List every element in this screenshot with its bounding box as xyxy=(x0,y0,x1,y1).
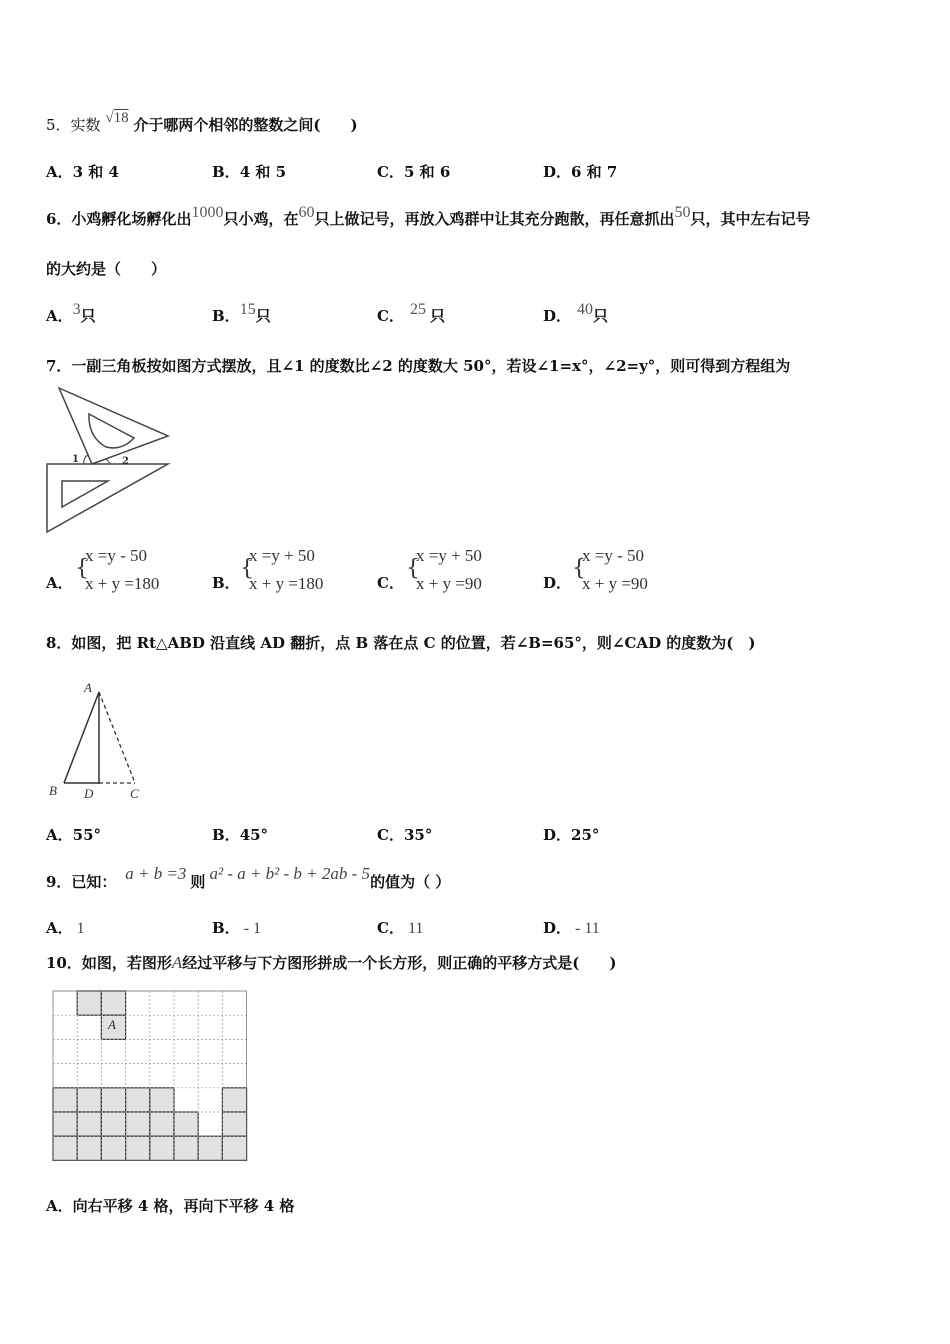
option-value: 3 xyxy=(72,301,81,318)
line-ab xyxy=(64,692,99,783)
question-10-stem xyxy=(46,952,616,973)
sqrt-expression: √18 xyxy=(105,110,129,126)
option-label: C． xyxy=(377,163,404,181)
angle-2-label: 2 xyxy=(122,456,129,467)
shaded-cell xyxy=(53,1112,77,1136)
triangle-rulers-figure xyxy=(44,385,174,537)
q8-option-a[interactable] xyxy=(46,824,101,845)
point-d-label: D xyxy=(84,786,94,801)
point-b-label: B xyxy=(49,783,57,798)
equation-2: x + y =90 xyxy=(582,574,648,593)
option-label: D． xyxy=(543,307,572,325)
q9-connector: 则 xyxy=(190,873,206,891)
q8-option-d[interactable] xyxy=(543,824,599,845)
option-text: 5 和 6 xyxy=(403,163,451,181)
q9-expression: a² - a + b² - b + 2ab - 5 xyxy=(209,864,371,883)
q6-text-2: 只小鸡，在 xyxy=(223,210,299,228)
shaded-cell xyxy=(198,1136,222,1160)
option-text: - 11 xyxy=(575,920,600,937)
equation-1: x =y + 50 xyxy=(249,546,315,565)
shaded-cell xyxy=(77,1112,101,1136)
q9-option-b[interactable] xyxy=(212,917,261,938)
question-8-stem xyxy=(46,632,756,653)
q7-text: 7．一副三角板按如图方式摆放，且∠1 的度数比∠2 的度数大 50°，若设∠1=x°，∠2=y°，则可得到方程组为 xyxy=(46,357,791,375)
q6-text-4: 只，其中左右记号 xyxy=(690,210,811,228)
upper-triangle-ruler xyxy=(59,388,168,464)
option-label: A． xyxy=(46,574,73,592)
option-text: 11 xyxy=(407,920,424,937)
system-brace: { xyxy=(572,556,586,581)
q6-option-d[interactable] xyxy=(543,301,609,326)
translation-grid-figure xyxy=(50,988,250,1164)
option-label: D． xyxy=(543,163,572,181)
q7-option-b[interactable] xyxy=(212,572,240,593)
option-label: A． xyxy=(46,826,73,844)
q7-option-a[interactable] xyxy=(46,572,73,593)
q9-option-c[interactable] xyxy=(377,917,423,938)
q10-suffix: 经过平移与下方图形拼成一个长方形，则正确的平移方式是( ) xyxy=(182,954,617,972)
q6-option-a[interactable] xyxy=(46,301,96,326)
shaded-cell xyxy=(150,1136,174,1160)
option-text: - 1 xyxy=(243,920,262,937)
option-text: 35° xyxy=(403,826,433,844)
q6-number-50: 50 xyxy=(674,204,691,221)
option-label: D． xyxy=(543,919,572,937)
shaded-cell xyxy=(174,1112,198,1136)
q7-option-c[interactable] xyxy=(377,572,404,593)
q8-text: 8．如图，把 Rt△ABD 沿直线 AD 翻折，点 B 落在点 C 的位置，若∠B=65°，则∠CAD 的度数为( ) xyxy=(46,634,756,652)
q10-option-a[interactable] xyxy=(46,1195,294,1216)
line-ac-dashed xyxy=(99,692,135,783)
system-brace: { xyxy=(75,556,89,581)
shaded-cell xyxy=(126,1136,150,1160)
question-6-stem-line2 xyxy=(46,258,166,279)
option-label: B． xyxy=(212,163,240,181)
point-a-label: A xyxy=(84,680,92,695)
shaded-cell xyxy=(101,991,125,1015)
q6-number-60: 60 xyxy=(298,204,315,221)
fold-triangle-figure xyxy=(44,672,154,804)
option-text: 6 和 7 xyxy=(571,163,618,181)
q6-text-3: 只上做记号，再放入鸡群中让其充分跑散，再任意抓出 xyxy=(314,210,675,228)
option-text: 3 和 4 xyxy=(72,163,119,181)
option-text: 45° xyxy=(239,826,269,844)
q10-prefix: 10．如图，若图形 xyxy=(46,954,172,972)
shaded-cell xyxy=(222,1112,246,1136)
q6-number-1000: 1000 xyxy=(191,204,224,221)
option-value: 40 xyxy=(577,301,594,318)
q5-radicand: 18 xyxy=(113,110,129,126)
q7-option-c-system xyxy=(416,542,482,598)
option-label: C． xyxy=(377,307,404,325)
question-7-stem xyxy=(46,355,790,376)
q7-option-d[interactable] xyxy=(543,572,571,593)
q7-option-a-system xyxy=(85,542,159,598)
q6-text-1: 6．小鸡孵化场孵化出 xyxy=(46,210,192,228)
shaded-cell xyxy=(77,1088,101,1112)
option-label: B． xyxy=(212,574,240,592)
option-label: A． xyxy=(46,163,73,181)
equation-1: x =y - 50 xyxy=(85,546,147,565)
shape-a-label: A xyxy=(108,1017,116,1032)
shaded-cell xyxy=(150,1088,174,1112)
angle-1-arc xyxy=(84,455,88,464)
q8-option-c[interactable] xyxy=(377,824,432,845)
point-c-label: C xyxy=(130,786,139,801)
shaded-cell xyxy=(53,1136,77,1160)
shaded-cell xyxy=(222,1136,246,1160)
option-label: A． xyxy=(46,919,73,937)
option-label: A． xyxy=(46,1197,73,1215)
q5-option-d[interactable] xyxy=(543,161,617,182)
shaded-cell xyxy=(126,1112,150,1136)
shaded-cell xyxy=(126,1088,150,1112)
shaded-cell xyxy=(101,1136,125,1160)
q7-option-d-system xyxy=(582,542,648,598)
equation-2: x + y =180 xyxy=(85,574,160,593)
q6-line2-text: 的大约是（ ） xyxy=(46,260,167,278)
shaded-cell xyxy=(150,1112,174,1136)
option-text: 55° xyxy=(72,826,102,844)
q5-option-a[interactable] xyxy=(46,161,119,182)
option-value: 25 xyxy=(409,301,426,318)
option-text: 向右平移 4 格，再向下平移 4 格 xyxy=(72,1197,295,1215)
q9-option-d[interactable] xyxy=(543,917,600,938)
shaded-cell xyxy=(101,1112,125,1136)
q5-prefix: 5．实数 xyxy=(46,116,101,134)
option-text: 1 xyxy=(76,920,85,937)
question-5-stem xyxy=(46,110,358,135)
option-text: 25° xyxy=(571,826,600,844)
option-label: C． xyxy=(377,826,404,844)
shaded-cell xyxy=(101,1088,125,1112)
option-label: B． xyxy=(212,919,240,937)
question-9-stem xyxy=(46,864,451,892)
option-unit: 只 xyxy=(80,307,96,325)
option-label: A． xyxy=(46,307,73,325)
option-label: B． xyxy=(212,826,240,844)
lower-triangle-ruler xyxy=(47,464,168,532)
equation-1: x =y + 50 xyxy=(416,546,482,565)
shaded-cell xyxy=(53,1088,77,1112)
q9-suffix: 的值为（ ） xyxy=(370,873,451,891)
question-6-stem xyxy=(46,204,811,229)
equation-2: x + y =90 xyxy=(416,574,482,593)
q6-option-b[interactable] xyxy=(212,301,271,326)
option-label: B． xyxy=(212,307,240,325)
equation-2: x + y =180 xyxy=(249,574,324,593)
shaded-cell xyxy=(77,1136,101,1160)
system-brace: { xyxy=(240,556,254,581)
option-unit: 只 xyxy=(255,307,271,325)
q10-shape-name: A xyxy=(171,953,183,972)
angle-1-label: 1 xyxy=(72,454,79,465)
q5-option-b[interactable] xyxy=(212,161,286,182)
q9-option-a[interactable] xyxy=(46,917,85,938)
equation-1: x =y - 50 xyxy=(582,546,644,565)
q5-option-c[interactable] xyxy=(377,161,450,182)
q6-option-c[interactable] xyxy=(377,301,445,326)
q8-option-b[interactable] xyxy=(212,824,268,845)
lower-ruler-cutout xyxy=(62,481,108,507)
system-brace: { xyxy=(406,556,420,581)
shaded-cell xyxy=(222,1088,246,1112)
option-unit: 只 xyxy=(593,307,609,325)
option-label: D． xyxy=(543,826,572,844)
shaded-cell xyxy=(77,991,101,1015)
option-value: 15 xyxy=(239,301,256,318)
q5-suffix: 介于哪两个相邻的整数之间( ) xyxy=(133,116,358,134)
q9-given-equation: a + b =3 xyxy=(125,864,187,883)
upper-ruler-cutout xyxy=(89,414,134,448)
option-text: 4 和 5 xyxy=(239,163,287,181)
q7-option-b-system xyxy=(249,542,323,598)
option-label: C． xyxy=(377,574,404,592)
option-unit: 只 xyxy=(429,307,445,325)
q9-prefix: 9．已知： xyxy=(46,873,117,891)
option-label: C． xyxy=(377,919,404,937)
shaded-cell xyxy=(174,1136,198,1160)
option-label: D． xyxy=(543,574,572,592)
